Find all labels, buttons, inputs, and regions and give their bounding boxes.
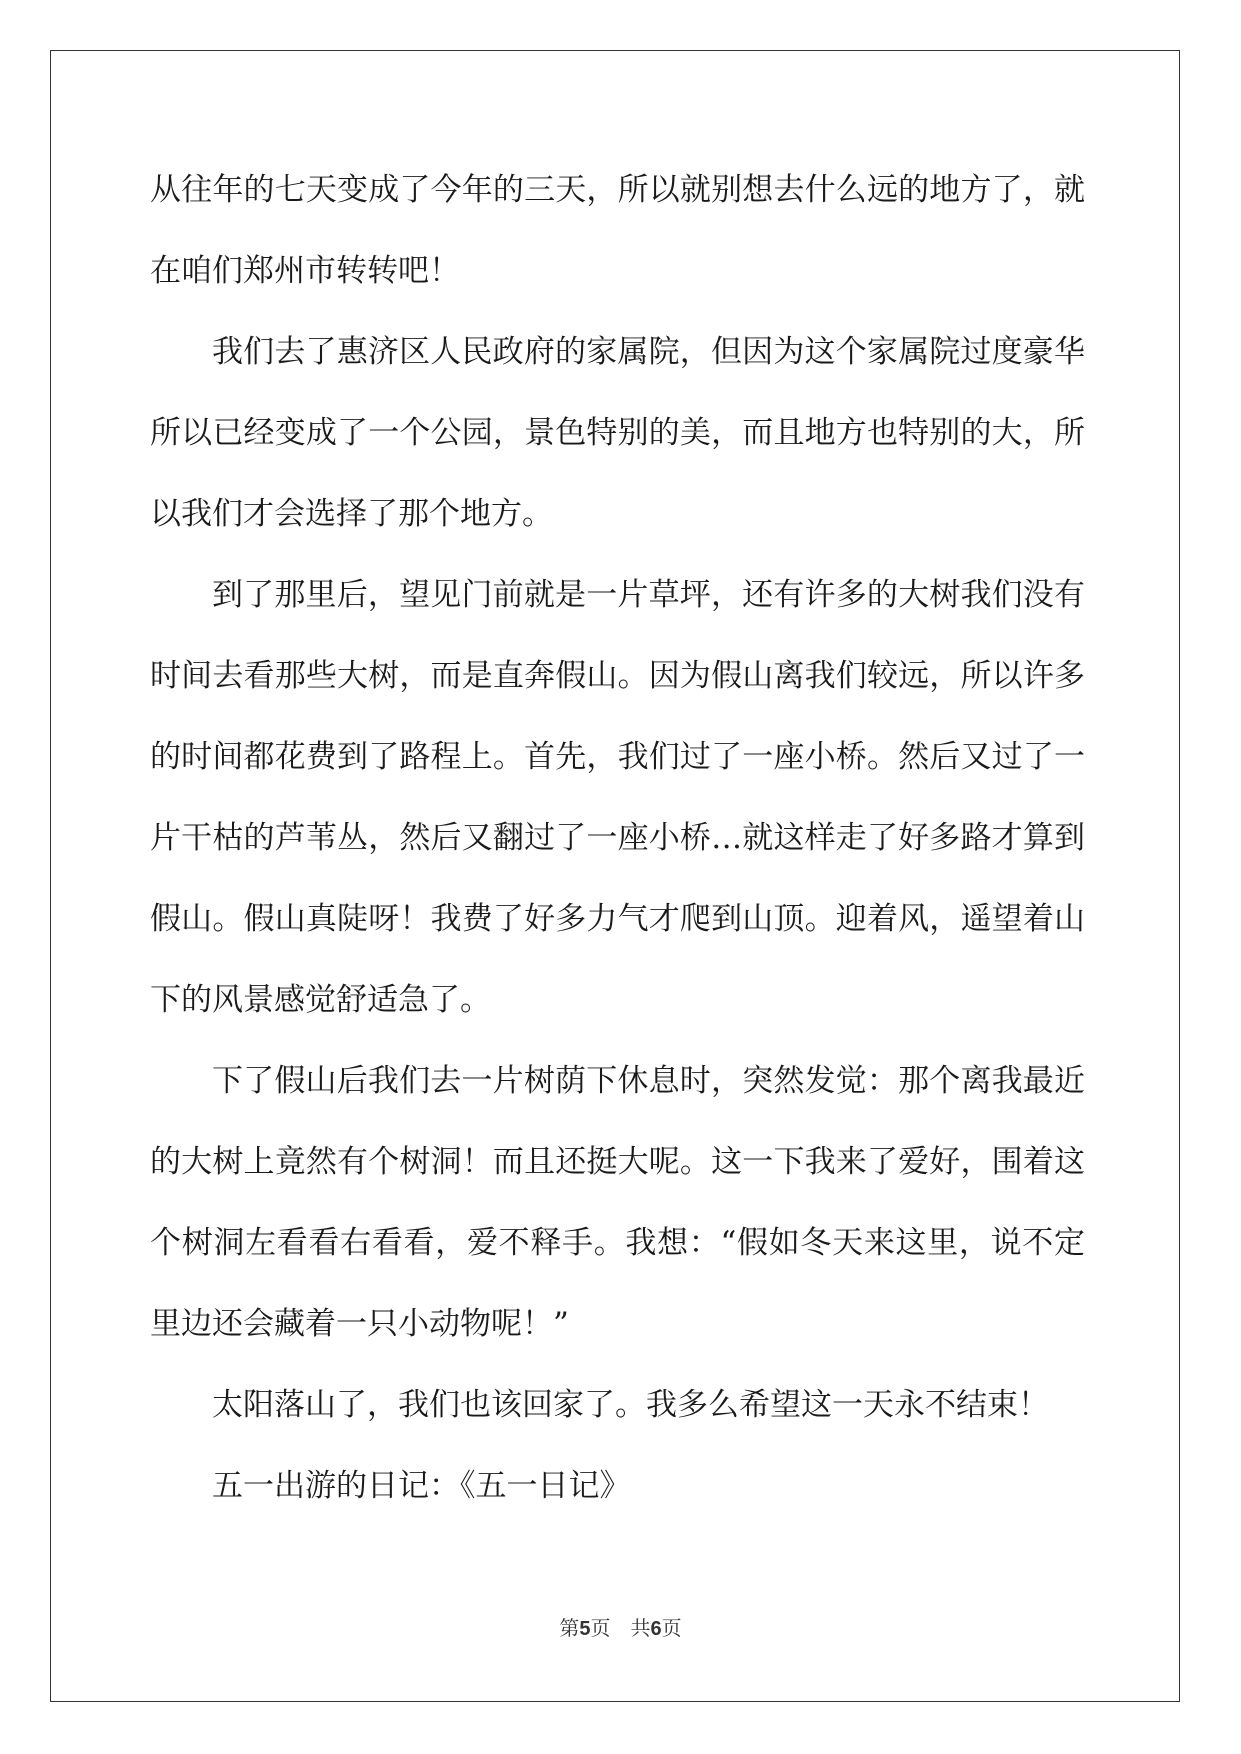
text-line: 片干枯的芦苇丛，然后又翻过了一座小桥…就这样走了好多路才算到: [150, 820, 1085, 856]
total-page-number: 6: [650, 1618, 662, 1640]
page-footer: [0, 1612, 1241, 1641]
text-line: 所以已经变成了一个公园，景色特别的美，而且地方也特别的大，所: [150, 415, 1085, 451]
text-line: 在咱们郑州市转转吧！: [150, 253, 460, 289]
text-line: 的时间都花费到了路程上。首先，我们过了一座小桥。然后又过了一: [150, 739, 1085, 775]
page-prefix: 第: [559, 1616, 580, 1640]
text-line: 假山。假山真陡呀！我费了好多力气才爬到山顶。迎着风，遥望着山: [150, 901, 1085, 937]
text-line: 个树洞左看看右看看，爱不释手。我想：“假如冬天来这里，说不定: [150, 1225, 1085, 1261]
text-line: 里边还会藏着一只小动物呢！”: [150, 1306, 569, 1342]
text-line: 下的风景感觉舒适急了。: [150, 982, 491, 1018]
document-body: [150, 158, 1085, 1535]
text-line: 的大树上竟然有个树洞！而且还挺大呢。这一下我来了爱好，围着这: [150, 1144, 1085, 1180]
text-line: 以我们才会选择了那个地方。: [150, 496, 553, 532]
paragraph-first-line: 太阳落山了，我们也该回家了。我多么希望这一天永不结束！: [212, 1387, 1049, 1423]
text-line: 时间去看那些大树，而是直奔假山。因为假山离我们较远，所以许多: [150, 658, 1085, 694]
text-line: 从往年的七天变成了今年的三天，所以就别想去什么远的地方了，就: [150, 172, 1085, 208]
paragraph-first-line: 到了那里后，望见门前就是一片草坪，还有许多的大树我们没有: [212, 577, 1085, 613]
page-suffix: 页: [661, 1616, 682, 1640]
page-mid-text: 页 共: [590, 1616, 651, 1640]
paragraph-first-line: 下了假山后我们去一片树荫下休息时，突然发觉：那个离我最近: [212, 1063, 1085, 1099]
paragraph-first-line: 五一出游的日记：《五一日记》: [212, 1468, 631, 1504]
current-page-number: 5: [579, 1618, 591, 1640]
paragraph-first-line: 我们去了惠济区人民政府的家属院，但因为这个家属院过度豪华: [212, 334, 1085, 370]
